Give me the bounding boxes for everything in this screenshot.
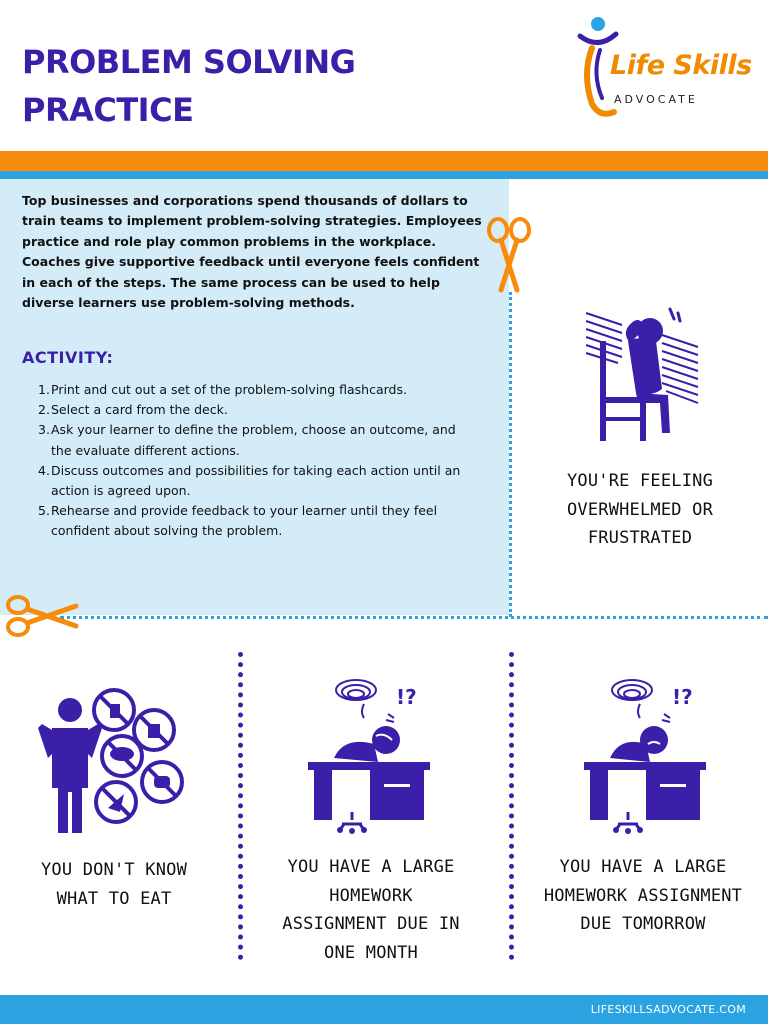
scissors-icon (6, 594, 78, 638)
step-number: 2. (38, 402, 50, 418)
header-band-blue (0, 171, 768, 179)
step-text: Print and cut out a set of the problem-solving flashcards. (51, 382, 407, 397)
footer-url-link[interactable]: LIFESKILLSADVOCATE.COM (590, 1003, 746, 1016)
cut-line-vertical (509, 292, 512, 617)
activity-steps (38, 380, 478, 542)
stressed-student-desk-icon (580, 674, 710, 836)
intro-paragraph: Top businesses and corporations spend thousands of dollars to train teams to implement problem-solving strategies. Employees practice and role play common problems in the workplace. Coaches give supportive feedback until everyone feels confident in each of the steps. The same process can be used to help diverse learners use problem-solving methods. (22, 193, 482, 311)
card-tomorrow-text (524, 853, 762, 939)
activity-heading: ACTIVITY: (22, 348, 114, 367)
card-line: YOU HAVE A LARGE (287, 857, 455, 877)
stressed-student-desk-icon (304, 674, 434, 836)
step-number: 4. (38, 462, 50, 478)
card-line: ONE MONTH (324, 942, 418, 963)
card-line: YOU DON'T KNOW (40, 860, 188, 880)
activity-step (38, 380, 478, 400)
step-number: 3. (38, 422, 50, 438)
logo-main-text: Life Skills (610, 50, 752, 81)
cut-line-vertical-1 (238, 652, 243, 960)
activity-step (38, 420, 478, 460)
svg-text:!?: !? (396, 685, 417, 709)
activity-step (38, 461, 478, 501)
card-line: WHAT TO EAT (56, 888, 172, 909)
step-text: Rehearse and provide feedback to your learner until they feel confident about solving the problem. (51, 503, 438, 539)
food-choices-icon (36, 688, 186, 838)
title-line-1: PROBLEM SOLVING (22, 43, 356, 81)
page-title (22, 38, 502, 134)
activity-step (38, 400, 478, 420)
scissors-icon (486, 216, 532, 296)
step-text: Ask your learner to define the problem, choose an outcome, and the evaluate different actions. (51, 422, 456, 458)
cut-line-vertical-2 (509, 652, 514, 960)
header-band-orange (0, 151, 768, 171)
activity-step (38, 501, 478, 541)
card-overwhelmed-text (540, 467, 740, 553)
card-line: ASSIGNMENT DUE IN (282, 914, 460, 934)
step-text: Discuss outcomes and possibilities for taking each action until an action is agreed upon. (51, 462, 461, 499)
step-text: Select a card from the deck. (51, 402, 228, 418)
step-number: 1. (38, 382, 50, 397)
card-line: YOU'RE FEELING (566, 471, 714, 491)
logo-sub-text: ADVOCATE (614, 93, 698, 106)
title-line-2: PRACTICE (22, 91, 194, 129)
overwhelmed-person-icon (582, 305, 702, 445)
svg-text:!?: !? (672, 685, 693, 709)
card-line: YOU HAVE A LARGE (559, 857, 727, 877)
card-line: DUE TOMORROW (580, 914, 706, 934)
card-month-text (254, 853, 488, 967)
card-line: OVERWHELMED OR (566, 499, 714, 520)
step-number: 5. (38, 503, 50, 519)
card-eat-text (16, 856, 212, 913)
card-line: HOMEWORK (329, 885, 413, 906)
cut-line-horizontal (60, 616, 768, 619)
card-line: HOMEWORK ASSIGNMENT (543, 885, 743, 906)
card-line: FRUSTRATED (587, 528, 693, 548)
